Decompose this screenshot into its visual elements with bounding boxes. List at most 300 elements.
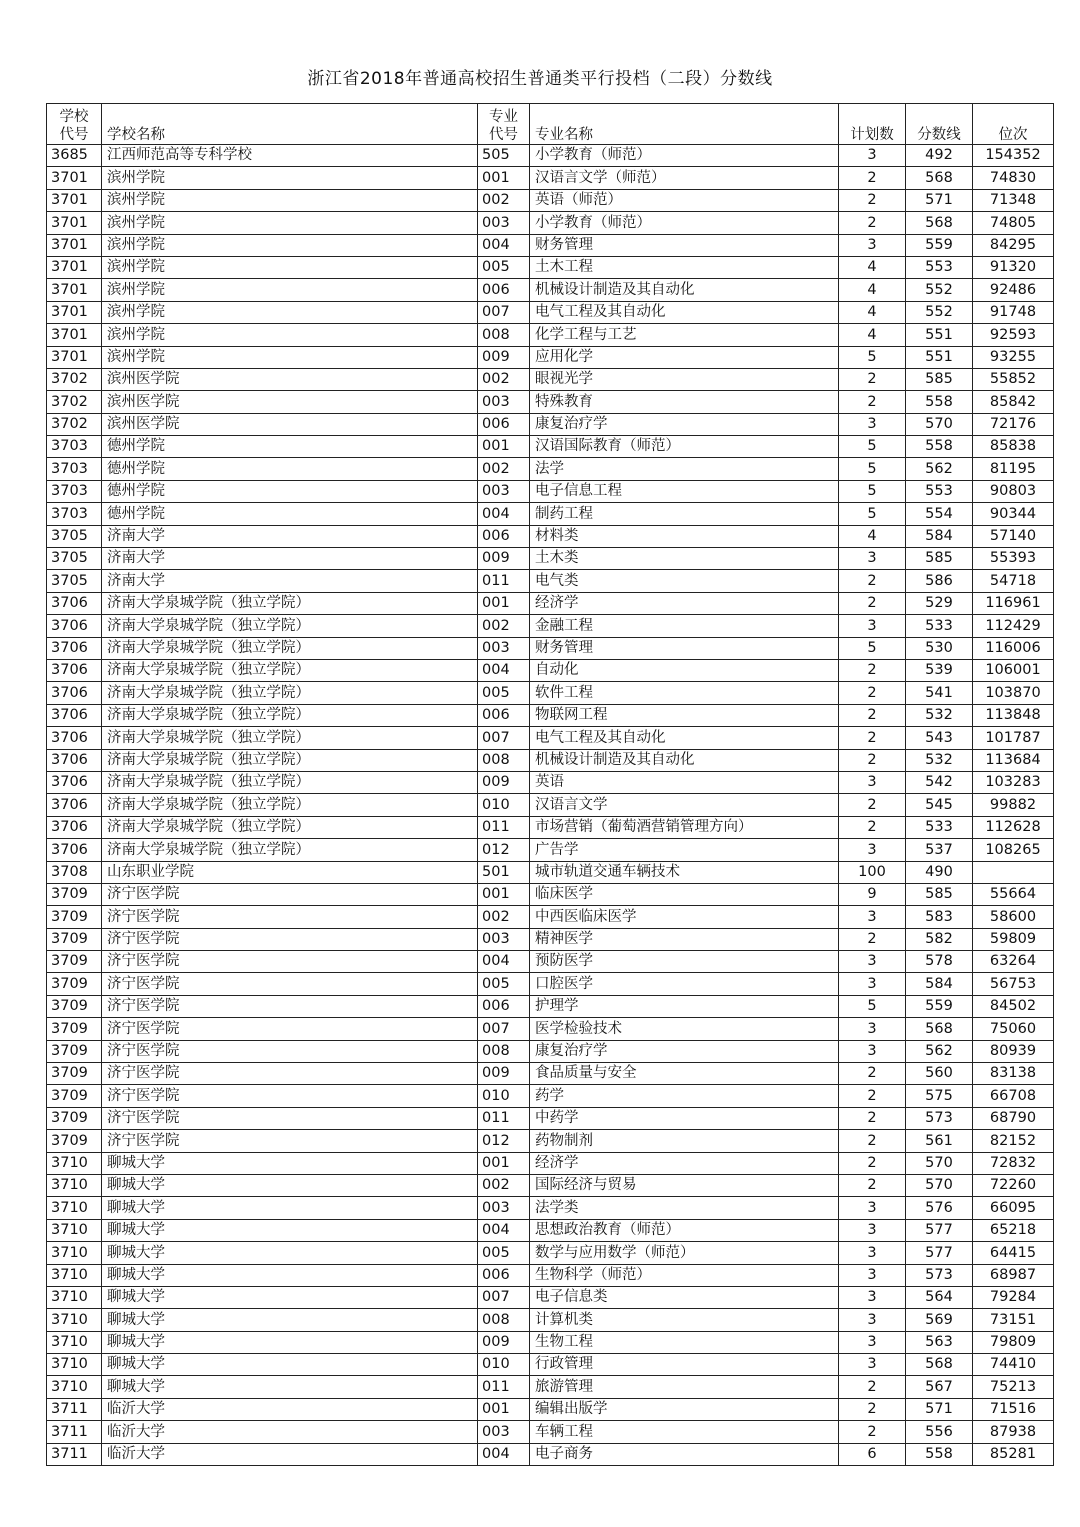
major-code-cell: 009 [478,1063,530,1085]
rank-cell [973,861,1054,883]
plan-cell: 3 [839,1286,906,1308]
plan-cell: 3 [839,1197,906,1219]
major-name-cell: 机械设计制造及其自动化 [530,279,839,301]
major-name-cell: 编辑出版学 [530,1398,839,1420]
major-name-cell: 电气类 [530,570,839,592]
score-cell: 568 [906,1018,973,1040]
rank-cell: 64415 [973,1242,1054,1264]
major-name-cell: 经济学 [530,1152,839,1174]
rank-cell: 58600 [973,906,1054,928]
major-code-cell: 008 [478,1309,530,1331]
rank-cell: 103283 [973,771,1054,793]
table-row [47,928,1054,950]
table-row [47,1018,1054,1040]
major-name-cell: 化学工程与工艺 [530,324,839,346]
school-code-cell: 3711 [47,1421,102,1443]
header-school-name: 学校名称 [102,104,478,145]
school-name-cell: 滨州学院 [102,301,478,323]
score-cell: 552 [906,301,973,323]
score-cell: 553 [906,256,973,278]
school-name-cell: 临沂大学 [102,1421,478,1443]
school-name-cell: 滨州学院 [102,256,478,278]
table-row [47,368,1054,390]
major-code-cell: 010 [478,1354,530,1376]
major-name-cell: 小学教育（师范） [530,145,839,167]
rank-cell: 66708 [973,1085,1054,1107]
score-cell: 530 [906,637,973,659]
school-code-cell: 3706 [47,704,102,726]
school-code-cell: 3706 [47,771,102,793]
table-row [47,1242,1054,1264]
major-code-cell: 007 [478,727,530,749]
major-name-cell: 汉语国际教育（师范） [530,436,839,458]
score-cell: 532 [906,749,973,771]
plan-cell: 3 [839,234,906,256]
school-code-cell: 3701 [47,189,102,211]
school-code-cell: 3701 [47,324,102,346]
header-school-code-bottom: 代号 [59,127,89,143]
major-code-cell: 004 [478,1443,530,1465]
major-code-cell: 012 [478,839,530,861]
plan-cell: 3 [839,1309,906,1331]
school-name-cell: 济南大学 [102,570,478,592]
school-code-cell: 3706 [47,592,102,614]
score-cell: 577 [906,1242,973,1264]
rank-cell: 92486 [973,279,1054,301]
school-name-cell: 德州学院 [102,480,478,502]
table-row [47,771,1054,793]
plan-cell: 5 [839,458,906,480]
major-name-cell: 汉语言文学 [530,794,839,816]
major-name-cell: 电气工程及其自动化 [530,727,839,749]
table-row [47,951,1054,973]
table-row [47,995,1054,1017]
major-code-cell: 006 [478,413,530,435]
plan-cell: 3 [839,1040,906,1062]
plan-cell: 2 [839,1174,906,1196]
school-code-cell: 3706 [47,839,102,861]
major-code-cell: 001 [478,1152,530,1174]
rank-cell: 57140 [973,525,1054,547]
school-code-cell: 3709 [47,995,102,1017]
major-code-cell: 008 [478,749,530,771]
major-name-cell: 中西医临床医学 [530,906,839,928]
school-name-cell: 济宁医学院 [102,1085,478,1107]
rank-cell: 116006 [973,637,1054,659]
school-name-cell: 聊城大学 [102,1264,478,1286]
table-row [47,637,1054,659]
table-row [47,749,1054,771]
school-code-cell: 3709 [47,951,102,973]
major-code-cell: 009 [478,771,530,793]
rank-cell: 112429 [973,615,1054,637]
major-name-cell: 电气工程及其自动化 [530,301,839,323]
major-name-cell: 小学教育（师范） [530,212,839,234]
school-name-cell: 济南大学泉城学院（独立学院） [102,615,478,637]
table-row [47,503,1054,525]
table-row [47,391,1054,413]
major-code-cell: 011 [478,570,530,592]
school-code-cell: 3706 [47,794,102,816]
table-row [47,570,1054,592]
rank-cell: 79809 [973,1331,1054,1353]
plan-cell: 3 [839,906,906,928]
plan-cell: 5 [839,637,906,659]
school-name-cell: 江西师范高等专科学校 [102,145,478,167]
plan-cell: 3 [839,1331,906,1353]
plan-cell: 3 [839,951,906,973]
table-row [47,301,1054,323]
school-code-cell: 3709 [47,1107,102,1129]
school-name-cell: 聊城大学 [102,1376,478,1398]
school-name-cell: 济南大学泉城学院（独立学院） [102,727,478,749]
major-name-cell: 临床医学 [530,883,839,905]
plan-cell: 2 [839,189,906,211]
school-code-cell: 3710 [47,1354,102,1376]
score-cell: 567 [906,1376,973,1398]
score-cell: 552 [906,279,973,301]
table-row [47,525,1054,547]
major-code-cell: 007 [478,1018,530,1040]
school-name-cell: 济宁医学院 [102,928,478,950]
plan-cell: 9 [839,883,906,905]
major-name-cell: 材料类 [530,525,839,547]
major-code-cell: 001 [478,436,530,458]
rank-cell: 66095 [973,1197,1054,1219]
plan-cell: 2 [839,1130,906,1152]
major-name-cell: 电子信息类 [530,1286,839,1308]
score-cell: 558 [906,391,973,413]
school-name-cell: 滨州学院 [102,346,478,368]
major-name-cell: 旅游管理 [530,1376,839,1398]
school-name-cell: 济南大学泉城学院（独立学院） [102,682,478,704]
table-row [47,145,1054,167]
rank-cell: 74805 [973,212,1054,234]
rank-cell: 81195 [973,458,1054,480]
rank-cell: 99882 [973,794,1054,816]
major-code-cell: 004 [478,1219,530,1241]
major-name-cell: 生物工程 [530,1331,839,1353]
score-cell: 554 [906,503,973,525]
table-body [47,145,1054,1466]
table-row [47,1152,1054,1174]
major-code-cell: 002 [478,189,530,211]
score-cell: 586 [906,570,973,592]
major-code-cell: 007 [478,1286,530,1308]
major-name-cell: 药物制剂 [530,1130,839,1152]
major-name-cell: 财务管理 [530,637,839,659]
major-name-cell: 法学 [530,458,839,480]
major-name-cell: 物联网工程 [530,704,839,726]
major-name-cell: 国际经济与贸易 [530,1174,839,1196]
major-code-cell: 001 [478,883,530,905]
major-code-cell: 012 [478,1130,530,1152]
plan-cell: 5 [839,436,906,458]
major-code-cell: 003 [478,1197,530,1219]
major-name-cell: 思想政治教育（师范） [530,1219,839,1241]
major-name-cell: 食品质量与安全 [530,1063,839,1085]
table-row [47,727,1054,749]
school-code-cell: 3711 [47,1398,102,1420]
school-code-cell: 3703 [47,436,102,458]
rank-cell: 108265 [973,839,1054,861]
school-code-cell: 3709 [47,883,102,905]
plan-cell: 2 [839,1421,906,1443]
major-name-cell: 生物科学（师范） [530,1264,839,1286]
score-cell: 533 [906,615,973,637]
major-code-cell: 008 [478,324,530,346]
plan-cell: 3 [839,615,906,637]
table-row [47,1174,1054,1196]
school-code-cell: 3703 [47,458,102,480]
rank-cell: 55393 [973,548,1054,570]
plan-cell: 3 [839,413,906,435]
school-code-cell: 3708 [47,861,102,883]
table-header-row [47,104,1054,145]
school-code-cell: 3705 [47,548,102,570]
score-cell: 543 [906,727,973,749]
school-code-cell: 3701 [47,234,102,256]
table-row [47,1264,1054,1286]
major-name-cell: 法学类 [530,1197,839,1219]
rank-cell: 113848 [973,704,1054,726]
table-row [47,346,1054,368]
major-code-cell: 004 [478,234,530,256]
header-school-code-top: 学校 [59,109,89,125]
school-name-cell: 济宁医学院 [102,951,478,973]
school-name-cell: 聊城大学 [102,1152,478,1174]
school-code-cell: 3710 [47,1286,102,1308]
rank-cell: 103870 [973,682,1054,704]
major-code-cell: 005 [478,682,530,704]
school-code-cell: 3703 [47,503,102,525]
major-code-cell: 004 [478,659,530,681]
table-row [47,659,1054,681]
school-code-cell: 3685 [47,145,102,167]
school-code-cell: 3710 [47,1331,102,1353]
school-name-cell: 济南大学 [102,525,478,547]
plan-cell: 4 [839,525,906,547]
plan-cell: 2 [839,1398,906,1420]
rank-cell: 85281 [973,1443,1054,1465]
rank-cell: 55664 [973,883,1054,905]
header-major-code-bottom: 代号 [489,127,518,143]
score-cell: 563 [906,1331,973,1353]
plan-cell: 100 [839,861,906,883]
major-code-cell: 009 [478,346,530,368]
rank-cell: 72176 [973,413,1054,435]
major-code-cell: 505 [478,145,530,167]
major-code-cell: 006 [478,525,530,547]
rank-cell: 84295 [973,234,1054,256]
table-row [47,167,1054,189]
table-row [47,458,1054,480]
major-name-cell: 康复治疗学 [530,413,839,435]
rank-cell: 106001 [973,659,1054,681]
major-name-cell: 自动化 [530,659,839,681]
school-name-cell: 滨州医学院 [102,368,478,390]
major-code-cell: 001 [478,592,530,614]
school-code-cell: 3701 [47,346,102,368]
school-name-cell: 聊城大学 [102,1197,478,1219]
table-row [47,279,1054,301]
school-name-cell: 滨州学院 [102,212,478,234]
plan-cell: 2 [839,704,906,726]
school-code-cell: 3701 [47,301,102,323]
score-cell: 560 [906,1063,973,1085]
school-name-cell: 滨州医学院 [102,391,478,413]
school-code-cell: 3709 [47,973,102,995]
plan-cell: 4 [839,301,906,323]
score-cell: 584 [906,525,973,547]
table-row [47,189,1054,211]
plan-cell: 5 [839,346,906,368]
table-row [47,1443,1054,1465]
score-cell: 559 [906,995,973,1017]
major-name-cell: 城市轨道交通车辆技术 [530,861,839,883]
school-code-cell: 3710 [47,1197,102,1219]
major-name-cell: 土木类 [530,548,839,570]
school-name-cell: 济南大学泉城学院（独立学院） [102,794,478,816]
score-cell: 568 [906,1354,973,1376]
plan-cell: 3 [839,1219,906,1241]
rank-cell: 93255 [973,346,1054,368]
table-row [47,1219,1054,1241]
rank-cell: 72260 [973,1174,1054,1196]
rank-cell: 83138 [973,1063,1054,1085]
school-code-cell: 3709 [47,906,102,928]
score-cell: 568 [906,167,973,189]
school-name-cell: 聊城大学 [102,1174,478,1196]
school-name-cell: 聊城大学 [102,1331,478,1353]
major-code-cell: 005 [478,973,530,995]
page-title: 浙江省2018年普通高校招生普通类平行投档（二段）分数线 [307,69,773,89]
plan-cell: 3 [839,548,906,570]
major-code-cell: 001 [478,167,530,189]
major-name-cell: 应用化学 [530,346,839,368]
plan-cell: 5 [839,480,906,502]
table-row [47,1286,1054,1308]
header-score: 分数线 [906,104,973,145]
table-row [47,548,1054,570]
school-name-cell: 德州学院 [102,458,478,480]
plan-cell: 2 [839,570,906,592]
plan-cell: 6 [839,1443,906,1465]
score-cell: 537 [906,839,973,861]
plan-cell: 3 [839,771,906,793]
school-name-cell: 济南大学泉城学院（独立学院） [102,592,478,614]
school-code-cell: 3706 [47,659,102,681]
table-row [47,324,1054,346]
school-name-cell: 济南大学泉城学院（独立学院） [102,816,478,838]
major-code-cell: 005 [478,1242,530,1264]
score-cell: 551 [906,346,973,368]
rank-cell: 55852 [973,368,1054,390]
score-cell: 585 [906,548,973,570]
rank-cell: 75213 [973,1376,1054,1398]
score-cell: 558 [906,436,973,458]
table-row [47,1398,1054,1420]
table-row [47,1331,1054,1353]
table-row [47,906,1054,928]
school-code-cell: 3702 [47,368,102,390]
major-code-cell: 002 [478,615,530,637]
rank-cell: 91748 [973,301,1054,323]
plan-cell: 3 [839,973,906,995]
score-cell: 561 [906,1130,973,1152]
score-cell: 568 [906,212,973,234]
table-row [47,973,1054,995]
plan-cell: 2 [839,1376,906,1398]
school-code-cell: 3710 [47,1219,102,1241]
table-row [47,794,1054,816]
score-cell: 562 [906,458,973,480]
table-row [47,816,1054,838]
score-cell: 529 [906,592,973,614]
rank-cell: 71348 [973,189,1054,211]
school-code-cell: 3701 [47,279,102,301]
major-code-cell: 010 [478,794,530,816]
score-cell: 541 [906,682,973,704]
school-name-cell: 济宁医学院 [102,995,478,1017]
score-cell: 571 [906,1398,973,1420]
major-name-cell: 中药学 [530,1107,839,1129]
plan-cell: 3 [839,1354,906,1376]
score-cell: 577 [906,1219,973,1241]
major-name-cell: 口腔医学 [530,973,839,995]
score-cell: 573 [906,1264,973,1286]
table-row [47,1130,1054,1152]
plan-cell: 3 [839,145,906,167]
school-name-cell: 聊城大学 [102,1242,478,1264]
table-row [47,682,1054,704]
table-row [47,861,1054,883]
score-cell: 551 [906,324,973,346]
school-name-cell: 济南大学泉城学院（独立学院） [102,704,478,726]
school-name-cell: 滨州学院 [102,279,478,301]
score-cell: 583 [906,906,973,928]
rank-cell: 90803 [973,480,1054,502]
school-code-cell: 3706 [47,615,102,637]
school-name-cell: 临沂大学 [102,1398,478,1420]
plan-cell: 2 [839,659,906,681]
major-code-cell: 003 [478,928,530,950]
score-cell: 576 [906,1197,973,1219]
school-code-cell: 3705 [47,570,102,592]
table-row [47,1376,1054,1398]
school-name-cell: 滨州医学院 [102,413,478,435]
rank-cell: 75060 [973,1018,1054,1040]
school-name-cell: 济南大学泉城学院（独立学院） [102,771,478,793]
rank-cell: 79284 [973,1286,1054,1308]
rank-cell: 80939 [973,1040,1054,1062]
rank-cell: 68790 [973,1107,1054,1129]
major-code-cell: 008 [478,1040,530,1062]
school-code-cell: 3702 [47,413,102,435]
score-cell: 492 [906,145,973,167]
school-name-cell: 德州学院 [102,503,478,525]
major-code-cell: 004 [478,951,530,973]
plan-cell: 4 [839,279,906,301]
school-code-cell: 3701 [47,212,102,234]
score-cell: 584 [906,973,973,995]
major-name-cell: 机械设计制造及其自动化 [530,749,839,771]
table-row [47,883,1054,905]
score-table [46,103,1054,1466]
school-code-cell: 3710 [47,1152,102,1174]
school-name-cell: 济宁医学院 [102,883,478,905]
school-code-cell: 3706 [47,749,102,771]
